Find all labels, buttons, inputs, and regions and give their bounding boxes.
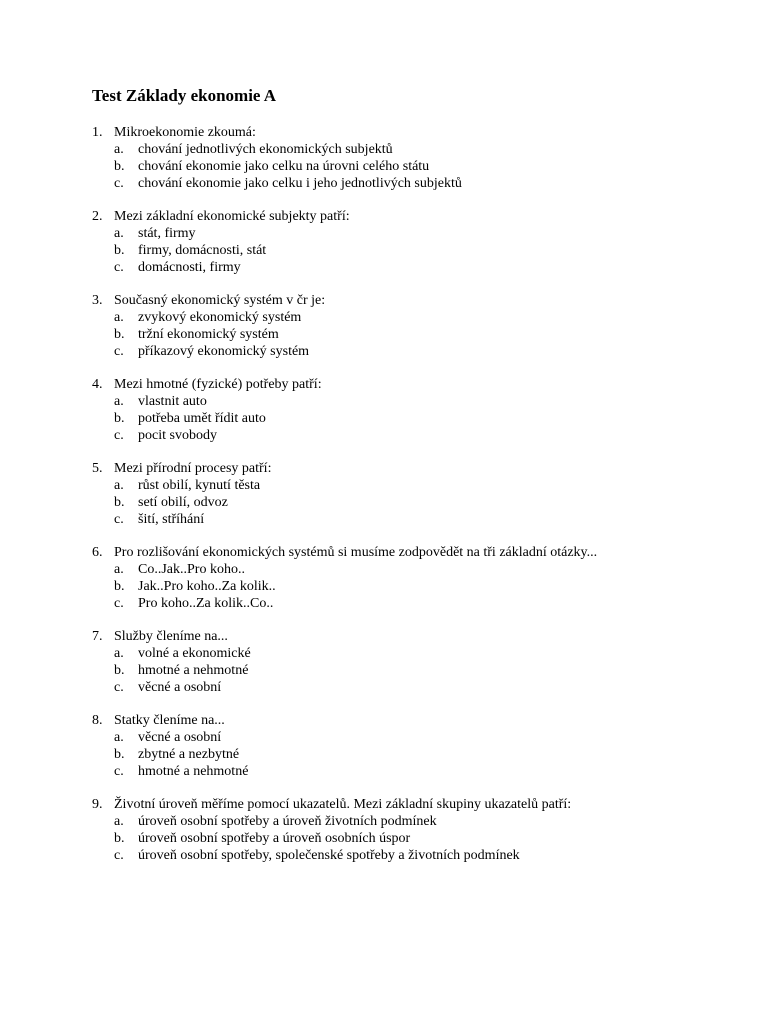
option-text: hmotné a nehmotné [138, 764, 249, 779]
option-letter: b. [114, 747, 125, 762]
option-text: setí obilí, odvoz [138, 495, 228, 510]
question-number: 9. [92, 797, 103, 812]
answer-option [0, 326, 768, 343]
answer-options [0, 729, 768, 780]
option-letter: a. [114, 142, 124, 157]
option-text: vlastnit auto [138, 394, 207, 409]
option-text: zbytné a nezbytné [138, 747, 240, 762]
question-text: Mezi přírodní procesy patří: [114, 461, 272, 476]
option-text: stát, firmy [138, 226, 196, 241]
option-text: Co..Jak..Pro koho.. [138, 562, 245, 577]
option-letter: c. [114, 344, 124, 359]
question-text: Životní úroveň měříme pomocí ukazatelů. Mezi základní skupiny ukazatelů patří: [114, 797, 572, 812]
option-text: Jak..Pro koho..Za kolik.. [138, 579, 276, 594]
answer-option [0, 561, 768, 578]
answer-options [0, 309, 768, 360]
answer-option [0, 393, 768, 410]
option-text: firmy, domácnosti, stát [138, 243, 267, 258]
answer-options [0, 561, 768, 612]
question-item [0, 712, 768, 780]
option-letter: a. [114, 730, 124, 745]
answer-option [0, 813, 768, 830]
answer-options [0, 141, 768, 192]
option-text: zvykový ekonomický systém [138, 310, 302, 325]
answer-option [0, 242, 768, 259]
option-text: chování ekonomie jako celku na úrovni celého státu [138, 159, 430, 174]
question-line [0, 712, 768, 729]
option-text: věcné a osobní [138, 680, 222, 695]
answer-option [0, 477, 768, 494]
option-text: volné a ekonomické [138, 646, 251, 661]
option-letter: a. [114, 646, 124, 661]
answer-option [0, 679, 768, 696]
option-letter: c. [114, 680, 124, 695]
question-number: 5. [92, 461, 103, 476]
question-text: Mezi základní ekonomické subjekty patří: [114, 209, 350, 224]
option-text: věcné a osobní [138, 730, 222, 745]
question-line [0, 124, 768, 141]
answer-option [0, 427, 768, 444]
question-item [0, 376, 768, 444]
option-letter: a. [114, 814, 124, 829]
answer-option [0, 746, 768, 763]
option-letter: a. [114, 394, 124, 409]
option-text: úroveň osobní spotřeby a úroveň životních podmínek [138, 814, 437, 829]
question-text: Služby členíme na... [114, 629, 228, 644]
question-item [0, 208, 768, 276]
option-letter: b. [114, 663, 125, 678]
question-number: 1. [92, 125, 103, 140]
option-letter: b. [114, 411, 125, 426]
question-number: 3. [92, 293, 103, 308]
option-letter: c. [114, 260, 124, 275]
question-line [0, 292, 768, 309]
option-letter: c. [114, 848, 124, 863]
option-text: hmotné a nehmotné [138, 663, 249, 678]
option-letter: c. [114, 428, 124, 443]
option-text: pocit svobody [138, 428, 217, 443]
answer-option [0, 309, 768, 326]
option-letter: a. [114, 226, 124, 241]
answer-option [0, 830, 768, 847]
question-item [0, 124, 768, 192]
answer-options [0, 813, 768, 864]
question-number: 8. [92, 713, 103, 728]
option-text: tržní ekonomický systém [138, 327, 279, 342]
option-letter: b. [114, 327, 125, 342]
option-letter: b. [114, 243, 125, 258]
answer-option [0, 158, 768, 175]
question-line [0, 460, 768, 477]
option-letter: c. [114, 176, 124, 191]
answer-option [0, 578, 768, 595]
answer-option [0, 763, 768, 780]
option-text: šití, stříhání [138, 512, 205, 527]
option-letter: b. [114, 831, 125, 846]
question-text: Současný ekonomický systém v čr je: [114, 293, 326, 308]
option-text: chování ekonomie jako celku i jeho jednotlivých subjektů [138, 176, 462, 191]
answer-option [0, 175, 768, 192]
option-text: Pro koho..Za kolik..Co.. [138, 596, 274, 611]
answer-options [0, 225, 768, 276]
answer-options [0, 645, 768, 696]
option-letter: a. [114, 310, 124, 325]
option-text: úroveň osobní spotřeby, společenské spotřeby a životních podmínek [138, 848, 520, 863]
question-item [0, 292, 768, 360]
option-letter: c. [114, 596, 124, 611]
answer-option [0, 595, 768, 612]
answer-option [0, 662, 768, 679]
question-line [0, 796, 768, 813]
option-letter: c. [114, 512, 124, 527]
option-letter: b. [114, 495, 125, 510]
question-text: Mikroekonomie zkoumá: [114, 125, 256, 140]
answer-option [0, 259, 768, 276]
question-line [0, 208, 768, 225]
option-letter: b. [114, 159, 125, 174]
answer-option [0, 511, 768, 528]
question-item [0, 628, 768, 696]
option-text: potřeba umět řídit auto [138, 411, 266, 426]
option-letter: a. [114, 562, 124, 577]
option-text: chování jednotlivých ekonomických subjektů [138, 142, 393, 157]
answer-option [0, 410, 768, 427]
answer-option [0, 225, 768, 242]
question-number: 4. [92, 377, 103, 392]
option-text: příkazový ekonomický systém [138, 344, 310, 359]
question-item [0, 460, 768, 528]
answer-option [0, 729, 768, 746]
page-title: Test Základy ekonomie A [92, 86, 277, 105]
answer-option [0, 343, 768, 360]
question-line [0, 628, 768, 645]
answer-options [0, 477, 768, 528]
option-text: růst obilí, kynutí těsta [138, 478, 261, 493]
question-line [0, 544, 768, 561]
answer-option [0, 141, 768, 158]
answer-option [0, 645, 768, 662]
answer-option [0, 494, 768, 511]
question-text: Mezi hmotné (fyzické) potřeby patří: [114, 377, 322, 392]
option-letter: c. [114, 764, 124, 779]
question-number: 6. [92, 545, 103, 560]
question-list [0, 124, 768, 880]
answer-options [0, 393, 768, 444]
question-text: Pro rozlišování ekonomických systémů si musíme zodpovědět na tři základní otázky... [114, 545, 598, 560]
question-item [0, 544, 768, 612]
question-line [0, 376, 768, 393]
question-item [0, 796, 768, 864]
question-number: 7. [92, 629, 103, 644]
option-text: domácnosti, firmy [138, 260, 241, 275]
question-number: 2. [92, 209, 103, 224]
question-text: Statky členíme na... [114, 713, 225, 728]
option-text: úroveň osobní spotřeby a úroveň osobních úspor [138, 831, 411, 846]
option-letter: a. [114, 478, 124, 493]
answer-option [0, 847, 768, 864]
option-letter: b. [114, 579, 125, 594]
